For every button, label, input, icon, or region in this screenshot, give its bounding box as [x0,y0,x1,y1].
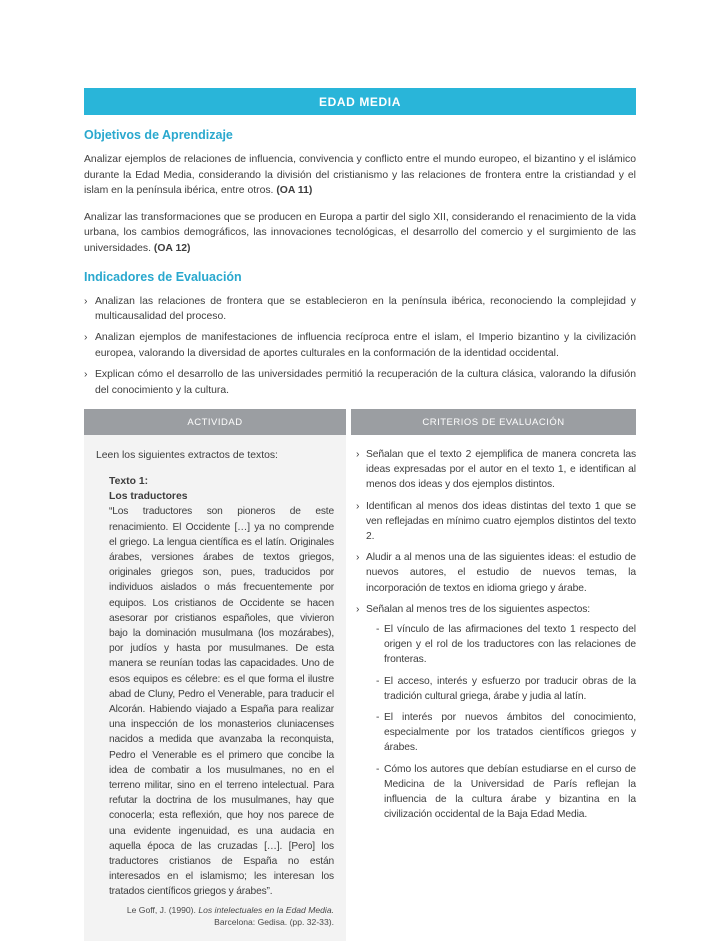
objetivo-text: Analizar ejemplos de relaciones de influencia, convivencia y conflicto entre el mundo europeo, el bizantino y el islámico durante la Edad Media, considerando la división del cristianismo y las relaciones de frontera entre la cristiandad y el islam en la península ibérica, entre otros. [84,154,636,197]
citation [109,904,334,929]
section-banner-title: EDAD MEDIA [318,94,401,109]
criteria-sub-item [376,762,636,823]
texto-title: Los traductores [109,491,188,503]
criteria-column-header: CRITERIOS DE EVALUACIÓN [351,409,636,435]
texto-block [109,474,334,929]
bullet-marker: › [84,295,88,307]
objetivo-paragraph [84,152,636,199]
criteria-item [356,447,636,493]
citation-publisher: Barcelona: Gedisa. (pp. 32-33). [214,917,334,928]
criteria-text: Señalan que el texto 2 ejemplifica de manera concreta las ideas expresadas por el autor en el texto 1, e identifican al menos dos ideas y dos ejemplos distintos. [366,449,636,491]
dash-marker: - [376,712,380,724]
criteria-sub-item [376,674,636,704]
criteria-sub-text: El vínculo de las afirmaciones del texto 1 respecto del origen y el rol de los traductores con las relaciones de fronteras. [384,624,636,666]
criteria-sub-text: Cómo los autores que debían estudiarse en el curso de Medicina de la Universidad de París reflejan la influencia de la cultura árabe y bizantina en la civilización occidental de la Baja Edad Media. [384,763,636,821]
criteria-text [366,602,636,829]
indicador-item [84,294,636,325]
citation-book-title: Los intelectuales en la Edad Media. [198,904,334,915]
citation-author: Le Goff, J. (1990). [126,904,199,915]
indicador-text: Analizan ejemplos de manifestaciones de influencia recíproca entre el islam, el Imperio bizantino y la civilización europea, valorando la diversidad de aportes culturales en la conformación de la identidad occidental. [95,332,636,359]
section-banner [84,88,636,115]
bullet-marker: › [356,500,360,512]
criteria-item [356,550,636,596]
document-page [84,0,636,941]
indicador-text: Explican cómo el desarrollo de las universidades permitió la recuperación de la cultura clásica, valorando la difusión del conocimiento y la cultura. [95,369,636,396]
criteria-cell [351,435,636,828]
texto-quote: “Los traductores son pioneros de este renacimiento. El Occidente […] ya no comprende el griego. La lengua científica es el latín. Originales árabes, versiones árabes de textos griegos, originales griegos son, pues, traducidos por individuos aislados o más frecuentemente por equipos. Los cristianos de Occidente se hacen asesorar por cristianos españoles, que vivieron bajo la dominación musulmana (los mozárabes), por judíos y hasta por musulmanes. De esta manera se reunían todas las capacidades. Uno de esos equipos es célebre: es el que forma el ilustre abad de Cluny, Pedro el Venerable, para traducir el Alcorán. Habiendo viajado a España para realizar una inspección de los monasterios cluniacenses nacidos a medida que avanzaba la reconquista, Pedro el Venerable es el primero que concibe la idea de combatir a los musulmanes, no en el terreno militar, sino en el terreno intelectual. Para refutar la doctrina de los musulmanes, hay que conocerla; esta reflexión, que hoy nos parece de una evidente ingenuidad, es una audacia en aquella época de las cruzadas […]. [Pero] los traductores cristianos de España no están interesados en el islamismo; les interesan los tratados científicos griegos y árabes”. [109,506,334,898]
dash-marker: - [376,763,380,775]
criteria-item [356,602,636,829]
dash-marker: - [376,624,380,636]
objetivo-paragraph [84,210,636,257]
texto-label: Texto 1: [109,476,149,487]
bullet-marker: › [84,369,88,381]
criteria-sub-text: El interés por nuevos ámbitos del conocimiento, especialmente por los tratados científicos griegos y árabes. [384,712,636,754]
indicadores-heading: Indicadores de Evaluación [84,269,242,284]
indicador-item [84,330,636,361]
oa-code: (OA 12) [153,242,191,254]
dash-marker: - [376,675,380,687]
criteria-parent-text: Señalan al menos tres de los siguientes aspectos: [366,603,591,615]
criteria-sub-list [376,622,636,822]
bullet-marker: › [356,603,360,615]
criteria-text: Aludir a al menos una de las siguientes ideas: el estudio de nuevos autores, el estudio de nuevos temas, la incorporación de textos en idioma griego y árabe. [366,552,636,594]
indicador-item [84,367,636,398]
objetivo-text: Analizar las transformaciones que se producen en Europa a partir del siglo XII, considerando el renacimiento de la vida urbana, los cambios demográficos, las innovaciones tecnológicas, el desarrollo del comercio y el surgimiento de las universidades. [84,211,636,254]
objetivos-heading: Objetivos de Aprendizaje [84,128,233,142]
bullet-marker: › [356,552,360,564]
activity-column [84,409,346,941]
bullet-marker: › [356,449,360,460]
bullet-marker: › [84,332,88,344]
criteria-text: Identifican al menos dos ideas distintas del texto 1 que se ven reflejadas en mínimo cuatro ejemplos distintos del texto 2. [366,500,636,543]
criteria-sub-item [376,710,636,756]
indicador-text: Analizan las relaciones de frontera que se establecieron en la península ibérica, reconociendo la complejidad y multicausalidad del proceso. [95,295,636,322]
activity-intro: Leen los siguientes extractos de textos: [96,450,278,461]
activity-cell [84,435,346,941]
criteria-sub-item [376,622,636,668]
criteria-sub-text: El acceso, interés y esfuerzo por traducir obras de la tradición cultural griega, árabe y judia al latín. [384,675,636,702]
oa-code: (OA 11) [276,185,313,197]
criteria-column [351,409,636,834]
evaluation-table [84,409,636,941]
activity-column-header: ACTIVIDAD [84,409,346,435]
criteria-item [356,499,636,545]
